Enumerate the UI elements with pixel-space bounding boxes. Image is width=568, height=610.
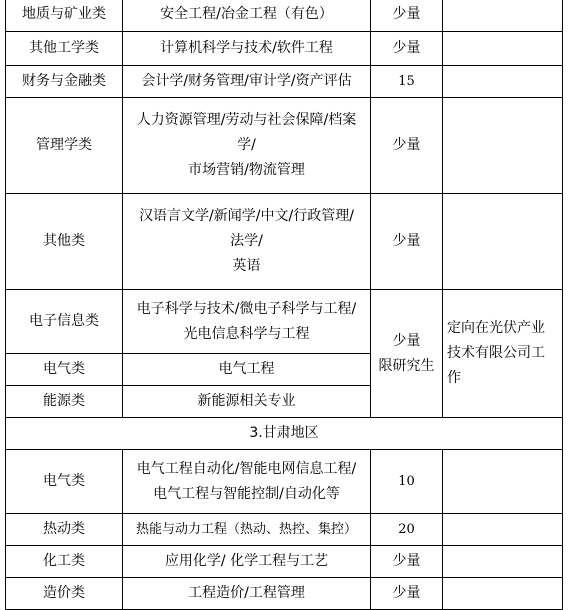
note-line: 定向在光伏产业: [447, 320, 545, 336]
majors-text: 会计学/财务管理/审计学/资产评估: [141, 73, 352, 89]
note-cell: [443, 0, 563, 32]
table-row: [6, 98, 563, 194]
note-cell: [443, 546, 563, 578]
majors-cell: 热能与动力工程（热动、热控、集控）: [123, 514, 371, 546]
majors-line: 电子科学与技术/微电子科学与工程/: [136, 300, 357, 317]
table-row: [6, 194, 563, 290]
quantity-cell: 20: [371, 514, 443, 546]
category-cell: 能源类: [6, 386, 123, 418]
note-cell: [443, 98, 563, 194]
majors-cell: 电气工程: [123, 354, 371, 386]
table-row: [6, 450, 563, 514]
quantity-cell: 15: [371, 66, 443, 98]
section-row: [6, 418, 563, 450]
note-cell: [443, 450, 563, 514]
majors-cell: 应用化学/ 化学工程与工艺: [123, 546, 371, 578]
note-line: 技术有限公司工: [447, 345, 545, 361]
majors-line: 光电信息科学与工程: [183, 325, 310, 342]
majors-cell: 计算机科学与技术/软件工程: [123, 32, 371, 66]
quantity-cell: 少量: [371, 194, 443, 290]
quantity-cell: 少量: [371, 0, 443, 32]
quantity-cell: 少量: [371, 578, 443, 610]
table-row: [6, 290, 563, 354]
category-cell: 电气类: [6, 450, 123, 514]
majors-line: 英语: [232, 258, 261, 274]
majors-line: 汉语言文学/新闻学/中文/行政管理/: [139, 208, 354, 224]
table-row: [6, 66, 563, 98]
majors-line: 电气工程与智能控制/自动化等: [153, 485, 340, 502]
note-cell: [443, 194, 563, 290]
quantity-cell: 少量: [371, 98, 443, 194]
category-cell: 地质与矿业类: [6, 0, 123, 32]
majors-cell: [123, 66, 371, 98]
note-cell: [443, 290, 563, 418]
quantity-cell: 少量: [371, 32, 443, 66]
category-cell: 财务与金融类: [6, 66, 123, 98]
category-cell: 管理学类: [6, 98, 123, 194]
quantity-text: 少量: [392, 332, 421, 349]
category-cell: 其他工学类: [6, 32, 123, 66]
category-cell: 电气类: [6, 354, 123, 386]
note-cell: [443, 66, 563, 98]
majors-line: 电气工程自动化/智能电网信息工程/: [136, 460, 357, 477]
majors-cell: [123, 450, 371, 514]
majors-line: 人力资源管理/劳动与社会保障/档案: [136, 112, 357, 128]
category-cell: 电子信息类: [6, 290, 123, 354]
category-cell: 其他类: [6, 194, 123, 290]
majors-cell: [123, 290, 371, 354]
recruitment-table: [5, 0, 563, 610]
section-title: 3.甘肃地区: [6, 418, 563, 450]
table-row: [6, 0, 563, 32]
note-cell: [443, 514, 563, 546]
quantity-note: 限研究生: [378, 357, 435, 374]
majors-line: 法学/: [230, 233, 263, 249]
majors-line: 学/: [237, 137, 256, 153]
majors-cell: 安全工程/冶金工程（有色）: [123, 0, 371, 32]
quantity-cell: 少量: [371, 546, 443, 578]
majors-cell: [123, 98, 371, 194]
quantity-cell: 10: [371, 450, 443, 514]
majors-cell: [123, 194, 371, 290]
table-row: [6, 514, 563, 546]
majors-cell: 新能源相关专业: [123, 386, 371, 418]
table-row: [6, 578, 563, 610]
majors-line: 市场营销/物流管理: [188, 162, 305, 178]
note-cell: [443, 578, 563, 610]
category-cell: 热动类: [6, 514, 123, 546]
quantity-cell: [371, 290, 443, 418]
table-row: [6, 32, 563, 66]
majors-cell: 工程造价/工程管理: [123, 578, 371, 610]
note-cell: [443, 32, 563, 66]
category-cell: 造价类: [6, 578, 123, 610]
table-row: [6, 546, 563, 578]
note-line: 作: [447, 370, 461, 386]
category-cell: 化工类: [6, 546, 123, 578]
